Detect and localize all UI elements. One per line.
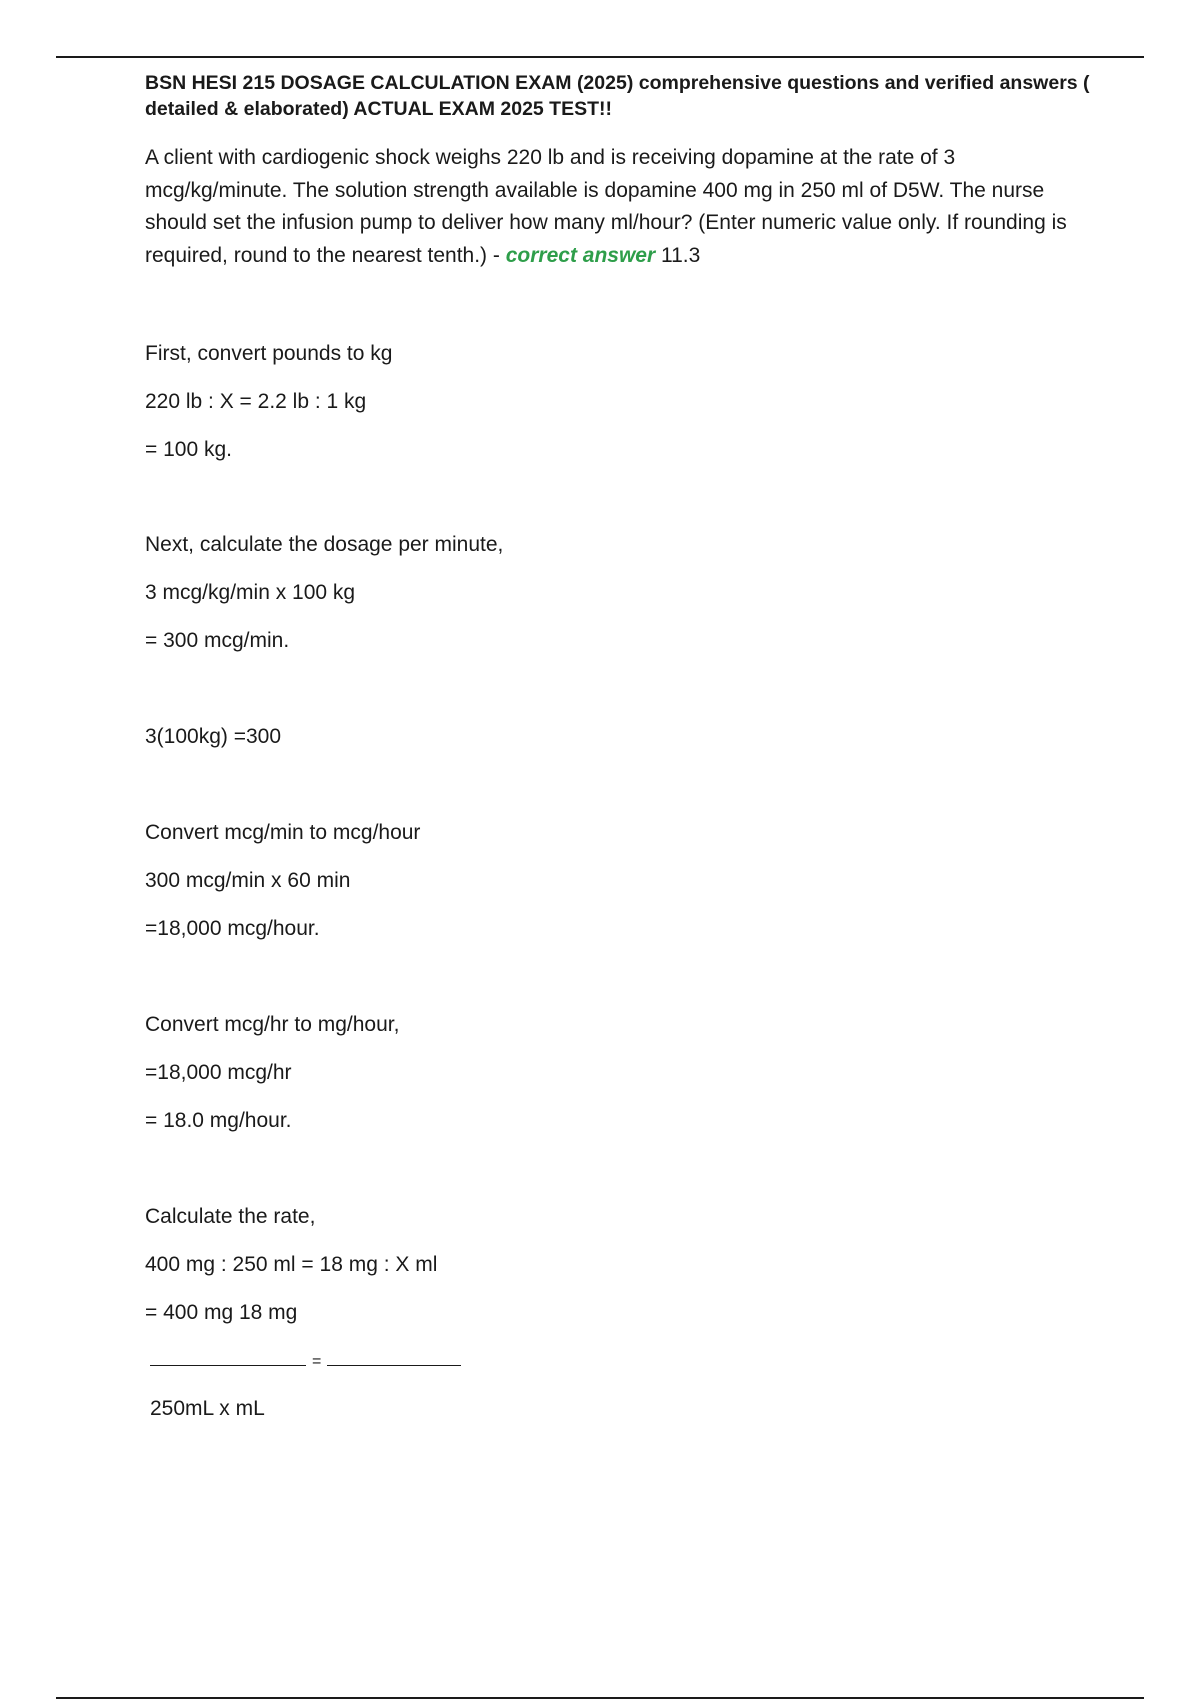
step-line: 3(100kg) =300 xyxy=(145,725,282,748)
step-line: First, convert pounds to kg xyxy=(145,342,393,365)
denominator-line: 250mL x mL xyxy=(150,1397,265,1420)
fraction-equals: = xyxy=(312,1353,322,1370)
correct-answer-label: correct answer xyxy=(505,243,656,267)
document-title: BSN HESI 215 DOSAGE CALCULATION EXAM (2025) comprehensive questions and verified answers ( detailed & elaborated) ACTUAL EXAM 2025 TEST!! xyxy=(145,72,1090,120)
step-line: = 100 kg. xyxy=(145,438,232,461)
step-line: Convert mcg/hr to mg/hour, xyxy=(145,1013,400,1036)
step-line: = 18.0 mg/hour. xyxy=(145,1109,292,1132)
step-line: Calculate the rate, xyxy=(145,1205,316,1228)
step-line: 400 mg : 250 ml = 18 mg : X ml xyxy=(145,1253,438,1276)
top-rule xyxy=(56,56,1144,58)
step-line: = 300 mcg/min. xyxy=(145,629,290,652)
bottom-rule xyxy=(56,1697,1144,1699)
correct-answer-value: 11.3 xyxy=(661,243,701,267)
question-text: A client with cardiogenic shock weighs 220 lb and is receiving dopamine at the rate of 3 mcg/kg/minute. The solution strength available is dopamine 400 mg in 250 ml of D5W. The nurse should set the infusion pump to deliver how many ml/hour? (Enter numeric value only. If rounding is required, round to the nearest tenth.) - xyxy=(145,146,1067,267)
step-line: 300 mcg/min x 60 min xyxy=(145,869,351,892)
step-line: = 400 mg 18 mg xyxy=(145,1301,298,1324)
fraction-bar-left xyxy=(150,1353,306,1366)
document-body xyxy=(145,70,1095,1420)
step-line: 3 mcg/kg/min x 100 kg xyxy=(145,581,356,604)
question-paragraph xyxy=(145,142,1095,272)
fraction-bar-row xyxy=(150,1352,461,1372)
step-line: Convert mcg/min to mcg/hour xyxy=(145,821,421,844)
step-line: Next, calculate the dosage per minute, xyxy=(145,533,504,556)
step-line: =18,000 mcg/hr xyxy=(145,1061,292,1084)
step-line: 220 lb : X = 2.2 lb : 1 kg xyxy=(145,390,367,413)
fraction-bar-right xyxy=(327,1353,461,1366)
step-line: =18,000 mcg/hour. xyxy=(145,917,320,940)
